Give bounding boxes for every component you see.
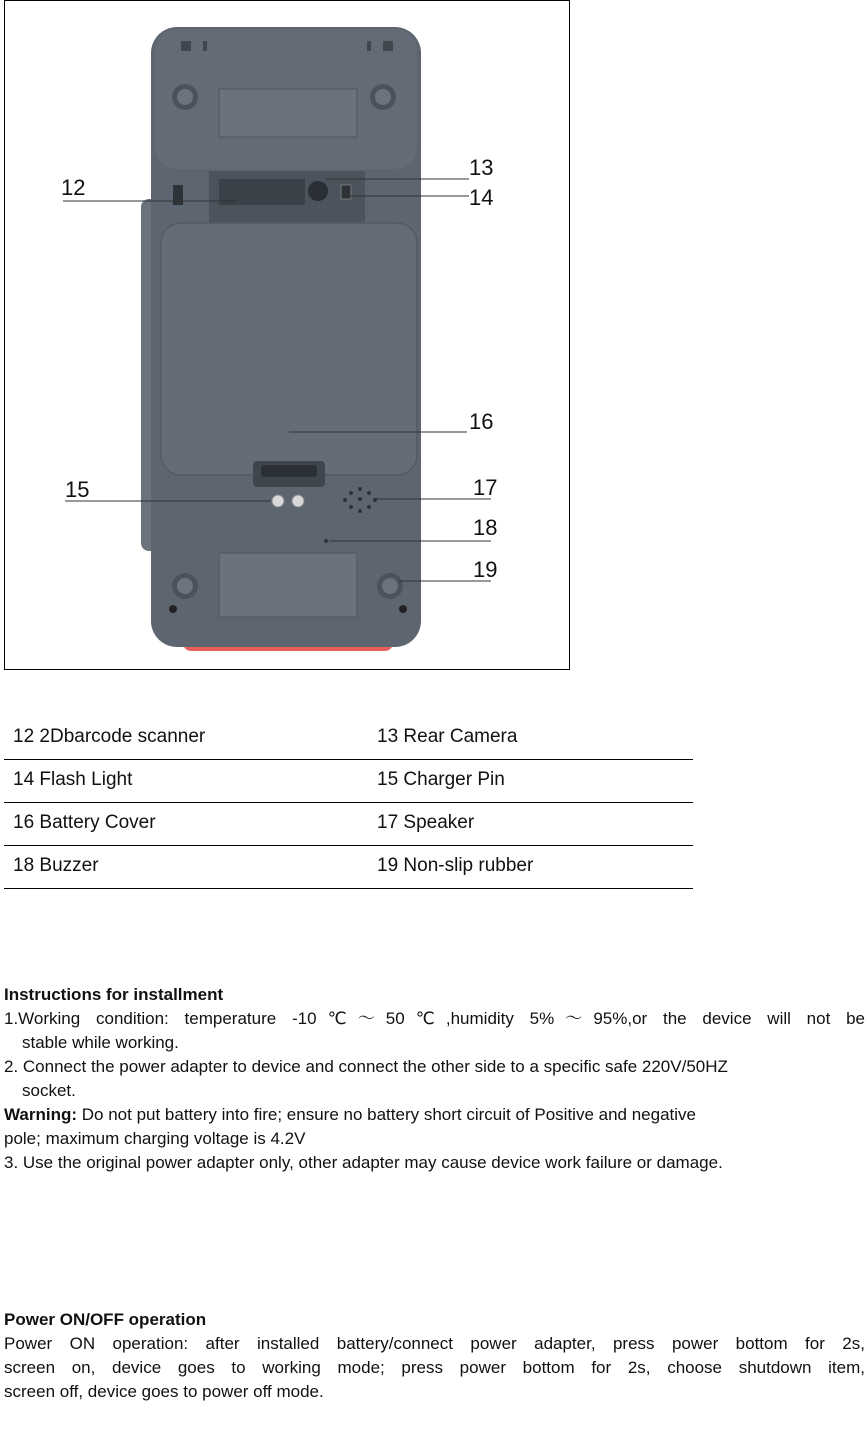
paragraph-line: 1.Working condition: temperature -10℃～50℃,humidity 5%～95%,or the device will not be [4,1009,865,1028]
paragraph-line: Power ON operation: after installed battery/connect power adapter, press power bottom for 2s, [4,1334,865,1353]
power-section [4,1308,865,1404]
table-cell: 15 Charger Pin [377,769,505,790]
top-slot [367,41,371,51]
section-heading: Power ON/OFF operation [4,1310,207,1329]
flash-light [341,185,351,199]
screw-hole [169,605,177,613]
table-cell: 13 Rear Camera [377,726,518,747]
buzzer-hole [324,539,328,543]
top-slot [383,41,393,51]
installment-section [4,983,865,1175]
callout-14: 14 [469,185,494,210]
callout-18: 18 [473,515,498,540]
parts-table [4,717,693,889]
cover-latch-slot [261,465,317,477]
rubber-foot-inner [382,578,398,594]
table-cell: 12 2Dbarcode scanner [13,726,206,747]
table-cell: 17 Speaker [377,812,475,833]
paragraph-line: stable while working. [22,1033,179,1052]
table-cell: 14 Flash Light [13,769,133,790]
warning-text: Do not put battery into fire; ensure no battery short circuit of Positive and negative [77,1105,696,1124]
table-cell: 16 Battery Cover [13,812,156,833]
battery-cover [161,223,417,475]
rubber-foot-inner [375,89,391,105]
table-row [4,803,693,846]
screw-hole [399,605,407,613]
rubber-foot-inner [177,89,193,105]
callout-19: 19 [473,557,498,582]
paragraph-line: screen off, device goes to power off mode. [4,1382,324,1401]
device-rear-figure [4,0,570,670]
paragraph-line: screen on, device goes to working mode; press power bottom for 2s, choose shutdown item, [4,1358,865,1377]
table-row [4,760,693,803]
table-row [4,846,693,889]
callout-15: 15 [65,477,90,502]
table-cell: 19 Non-slip rubber [377,855,534,876]
paragraph-line: socket. [22,1081,76,1100]
paragraph-line: pole; maximum charging voltage is 4.2V [4,1129,306,1148]
top-slot [181,41,191,51]
table-row [4,717,693,760]
bottom-label-plate [219,553,357,617]
table-cell: 18 Buzzer [13,855,99,876]
paragraph-line: 3. Use the original power adapter only, other adapter may cause device work failure or damage. [4,1153,723,1172]
callout-13: 13 [469,155,494,180]
scanner-button [173,185,183,205]
rear-camera-lens [308,181,328,201]
top-slot [203,41,207,51]
charger-pin [292,495,304,507]
callout-17: 17 [473,475,498,500]
top-label-plate [219,89,357,137]
warning-line [4,1103,865,1127]
warning-label: Warning: [4,1105,78,1124]
section-heading: Instructions for installment [4,985,224,1004]
callout-12: 12 [61,175,86,200]
callout-16: 16 [469,409,494,434]
rubber-foot-inner [177,578,193,594]
paragraph-line: 2. Connect the power adapter to device and connect the other side to a specific safe 220V/50HZ [4,1057,728,1076]
charger-pin [272,495,284,507]
